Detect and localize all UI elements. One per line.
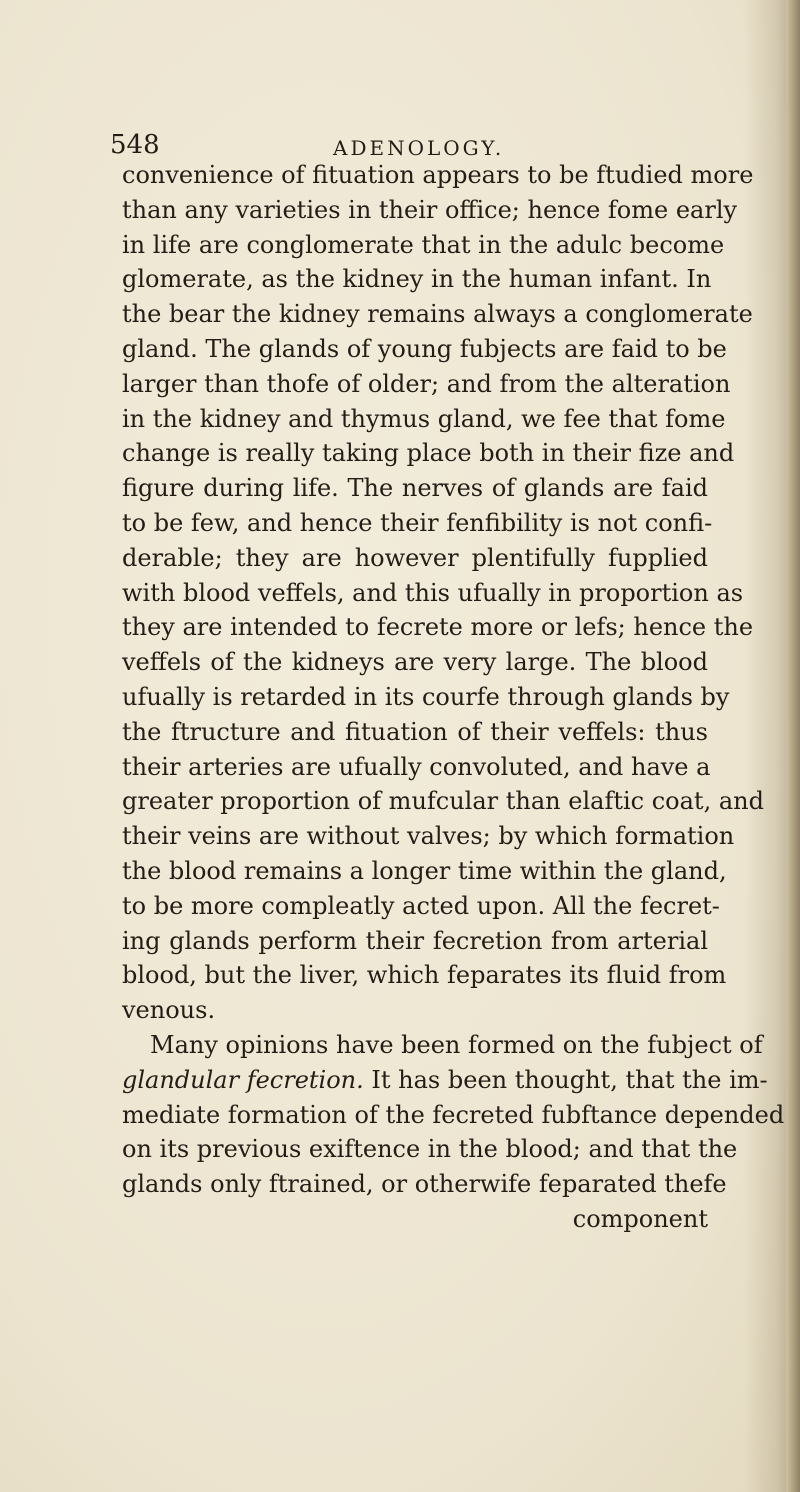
- text-line: their veins are without valves; by which formation: [122, 822, 735, 851]
- text-line: veffels of the kidneys are very large. The blood: [122, 648, 708, 677]
- page-number: 548: [110, 130, 160, 160]
- text-line-with-italic: [122, 1063, 768, 1098]
- text-line: figure during life. The nerves of glands are faid: [122, 474, 708, 503]
- text-line: in life are conglomerate that in the adulc become: [122, 230, 725, 259]
- text-line: ufually is retarded in its courfe through glands by: [122, 682, 730, 711]
- page-header: [110, 130, 710, 160]
- text-line: the ftructure and fituation of their veffels: thus: [122, 717, 708, 746]
- text-line: convenience of fituation appears to be ftudied more: [122, 161, 754, 189]
- paragraph-start-line: Many opinions have been formed on the fubject of: [150, 1030, 763, 1059]
- text-line: blood, but the liver, which feparates its fluid from: [122, 961, 727, 990]
- text-line: the blood remains a longer time within the gland,: [122, 856, 727, 885]
- text-line: ing glands perform their fecretion from arterial: [122, 926, 708, 955]
- text-line: the bear the kidney remains always a conglomerate: [122, 300, 753, 329]
- text-line: on its previous exiftence in the blood; and that the: [122, 1135, 738, 1164]
- text-line: mediate formation of the fecreted fubftance depended: [122, 1100, 785, 1129]
- text-line: they are intended to fecrete more or lefs; hence the: [122, 613, 754, 642]
- text-line: change is really taking place both in their fize and: [122, 439, 735, 468]
- text-line: to be more compleatly acted upon. All the fecret-: [122, 891, 720, 920]
- catchword: component: [572, 1204, 708, 1233]
- text-line: glomerate, as the kidney in the human infant. In: [122, 265, 712, 294]
- text-line: glands only ftrained, or otherwife feparated thefe: [122, 1170, 727, 1199]
- text-line: than any varieties in their office; hence fome early: [122, 195, 738, 224]
- italic-term: glandular fecretion.: [122, 1065, 364, 1094]
- text-line: gland. The glands of young fubjects are faid to be: [122, 334, 727, 363]
- text-fragment: It has been thought, that the im-: [363, 1065, 768, 1094]
- page-edge-shadow: [786, 0, 800, 1492]
- text-line: venous.: [122, 996, 216, 1025]
- text-line: larger than thofe of older; and from the alteration: [122, 369, 731, 398]
- text-line: their arteries are ufually convoluted, and have a: [122, 752, 711, 781]
- body-text: [122, 158, 785, 1237]
- text-line: to be few, and hence their fenfibility is not confi-: [122, 508, 713, 537]
- text-line: derable; they are however plentifully fupplied: [122, 543, 708, 572]
- running-title: ADENOLOGY.: [333, 136, 505, 160]
- text-line: with blood veffels, and this ufually in proportion as: [122, 578, 744, 607]
- text-line: in the kidney and thymus gland, we fee that fome: [122, 404, 726, 433]
- text-line: greater proportion of mufcular than elaftic coat, and: [122, 787, 764, 816]
